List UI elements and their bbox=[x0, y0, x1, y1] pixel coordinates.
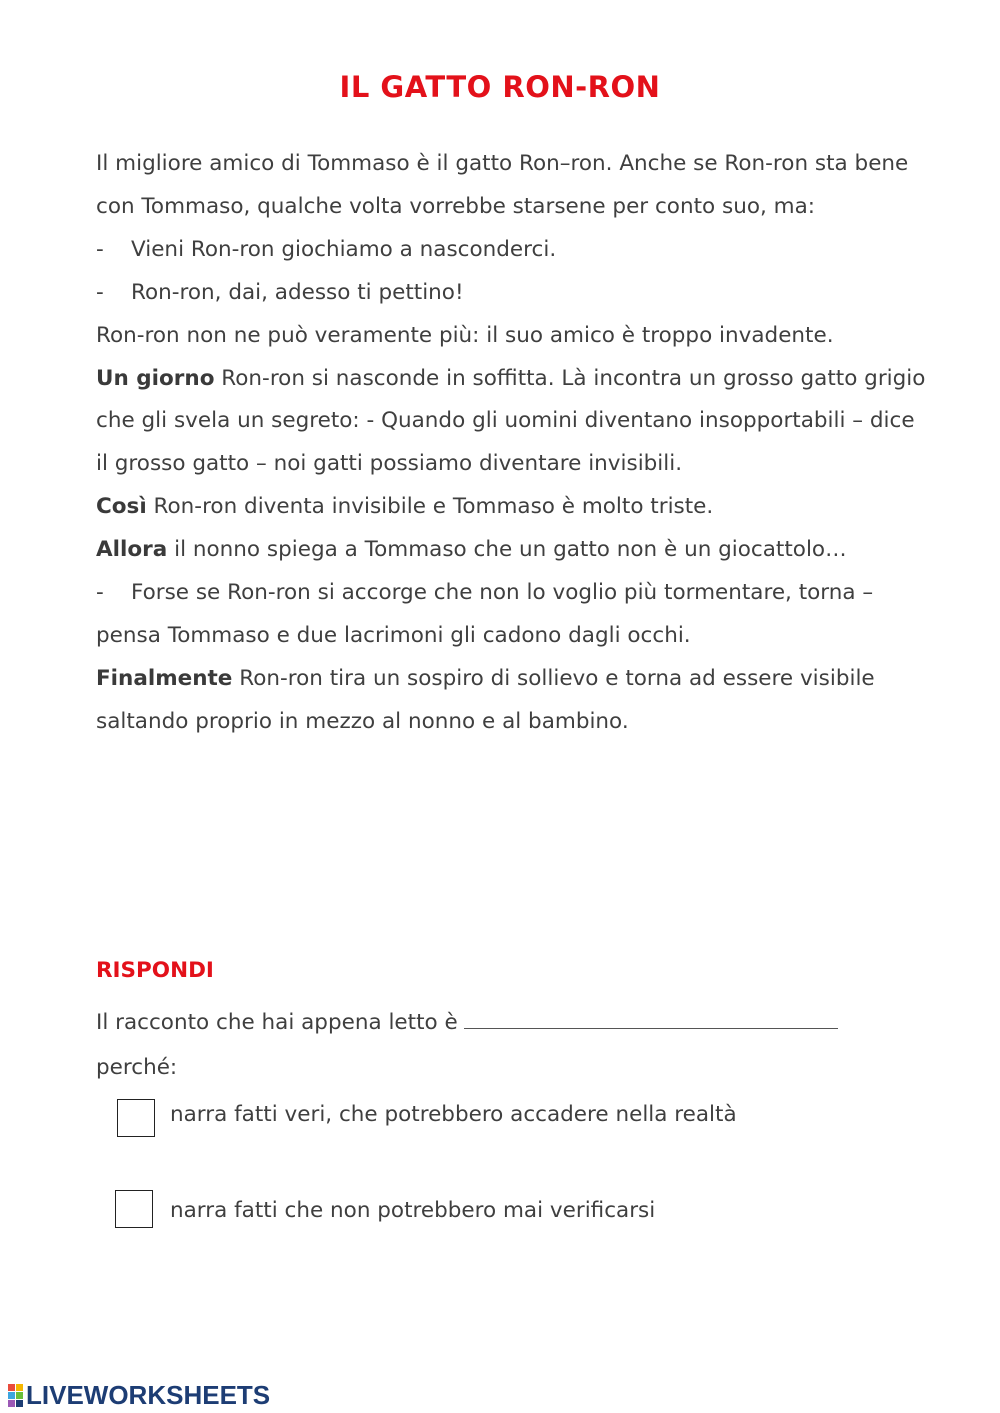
story-text bbox=[96, 143, 926, 744]
dialogue-line-1: - Vieni Ron-ron giochiamo a nasconderci. bbox=[96, 229, 926, 272]
dialogue-line-2: - Ron-ron, dai, adesso ti pettino! bbox=[96, 272, 926, 315]
option-2-label: narra fatti che non potrebbero mai verificarsi bbox=[170, 1198, 656, 1223]
section-heading: RISPONDI bbox=[96, 958, 214, 983]
story-paragraph-5: Allora il nonno spiega a Tommaso che un gatto non è un giocattolo… bbox=[96, 537, 847, 563]
logo-blocks-icon bbox=[8, 1384, 23, 1407]
page-title: IL GATTO RON-RON bbox=[339, 70, 661, 104]
story-paragraph-2: Ron-ron non ne può veramente più: il suo amico è troppo invadente. bbox=[96, 322, 834, 348]
option-2-checkbox[interactable] bbox=[115, 1190, 153, 1228]
story-paragraph-6: - Forse se Ron-ron si accorge che non lo voglio più tormentare, torna – pensa Tommaso e due lacrimoni gli cadono dagli occhi. bbox=[96, 572, 926, 658]
story-paragraph-3: Un giorno Ron-ron si nasconde in soffitta. Là incontra un grosso gatto grigio che gli svela un segreto: - Quando gli uomini diventano insopportabili – dice il grosso gatto – noi gatti possiamo diventare invisibili. bbox=[96, 365, 926, 477]
dash: - bbox=[96, 279, 104, 305]
option-1-checkbox[interactable] bbox=[117, 1099, 155, 1137]
dash: - bbox=[96, 236, 104, 262]
dash: - bbox=[96, 580, 104, 606]
story-paragraph-7: Finalmente Ron-ron tira un sospiro di sollievo e torna ad essere visibile saltando proprio in mezzo al nonno e al bambino. bbox=[96, 665, 875, 734]
answer-blank[interactable] bbox=[464, 1004, 838, 1029]
question-continuation: perché: bbox=[96, 1055, 178, 1080]
question: Il racconto che hai appena letto è bbox=[96, 1004, 838, 1035]
liveworksheets-logo bbox=[8, 1380, 270, 1410]
option-1-label: narra fatti veri, che potrebbero accadere nella realtà bbox=[170, 1102, 737, 1127]
story-paragraph-4: Così Ron-ron diventa invisibile e Tommaso è molto triste. bbox=[96, 494, 714, 520]
logo-text: LIVEWORKSHEETS bbox=[26, 1379, 271, 1410]
story-paragraph-1: Il migliore amico di Tommaso è il gatto Ron–ron. Anche se Ron-ron sta bene con Tommaso, qualche volta vorrebbe starsene per conto suo, ma: bbox=[96, 151, 909, 219]
